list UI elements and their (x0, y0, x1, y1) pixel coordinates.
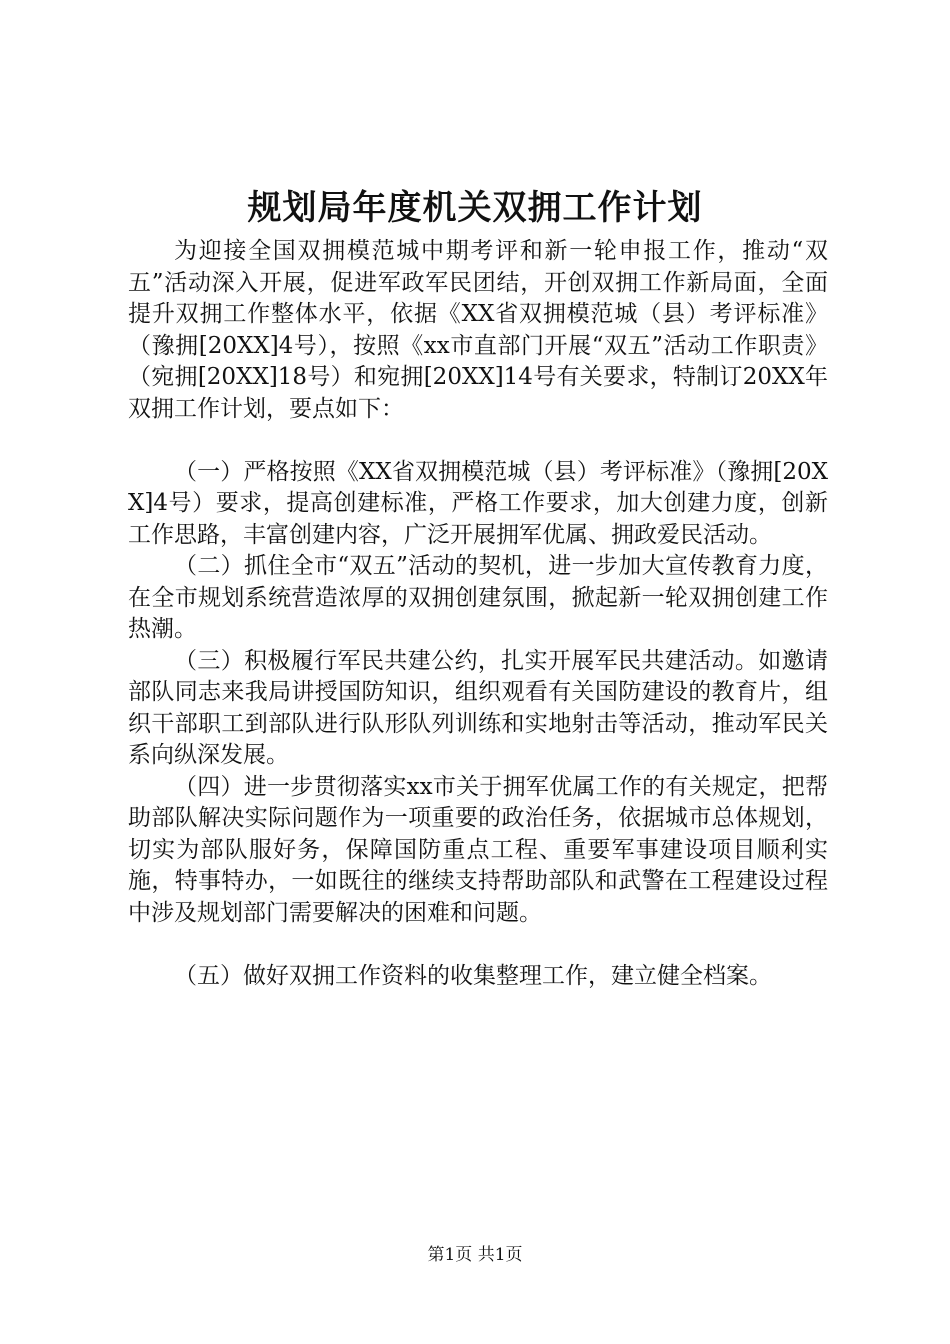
page-footer: 第1页 共1页 (427, 1245, 523, 1265)
document-body (128, 236, 828, 992)
item-paragraph-3: （三）积极履行军民共建公约，扎实开展军民共建活动。如邀请部队同志来我局讲授国防知识，组织观看有关国防建设的教育片，组织干部职工到部队进行队形队列训练和实地射击等活动，推动军民关系向纵深发展。 (128, 647, 828, 768)
item-paragraph-1: （一）严格按照《XX省双拥模范城（县）考评标准》（豫拥[20XX]4号）要求，提高创建标准，严格工作要求，加大创建力度，创新工作思路，丰富创建内容，广泛开展拥军优属、拥政爱民活动。 (128, 458, 828, 548)
item-paragraph-4: （四）进一步贯彻落实xx市关于拥军优属工作的有关规定，把帮助部队解决实际问题作为一项重要的政治任务，依据城市总体规划，切实为部队服好务，保障国防重点工程、重要军事建设项目顺利实施，特事特办，一如既往的继续支持帮助部队和武警在工程建设过程中涉及规划部门需要解决的困难和问题。 (128, 773, 828, 926)
intro-paragraph: 为迎接全国双拥模范城中期考评和新一轮申报工作，推动“双五”活动深入开展，促进军政军民团结，开创双拥工作新局面，全面提升双拥工作整体水平，依据《XX省双拥模范城（县）考评标准》（豫拥[20XX]4号），按照《xx市直部门开展“双五”活动工作职责》（宛拥[20XX]18号）和宛拥[20XX]14号有关要求，特制订20XX年双拥工作计划，要点如下： (128, 238, 828, 422)
item-paragraph-2: （二）抓住全市“双五”活动的契机，进一步加大宣传教育力度，在全市规划系统营造浓厚的双拥创建氛围，掀起新一轮双拥创建工作热潮。 (128, 553, 828, 642)
document-title: 规划局年度机关双拥工作计划 (247, 188, 703, 228)
item-paragraph-5: （五）做好双拥工作资料的收集整理工作，建立健全档案。 (174, 962, 772, 989)
